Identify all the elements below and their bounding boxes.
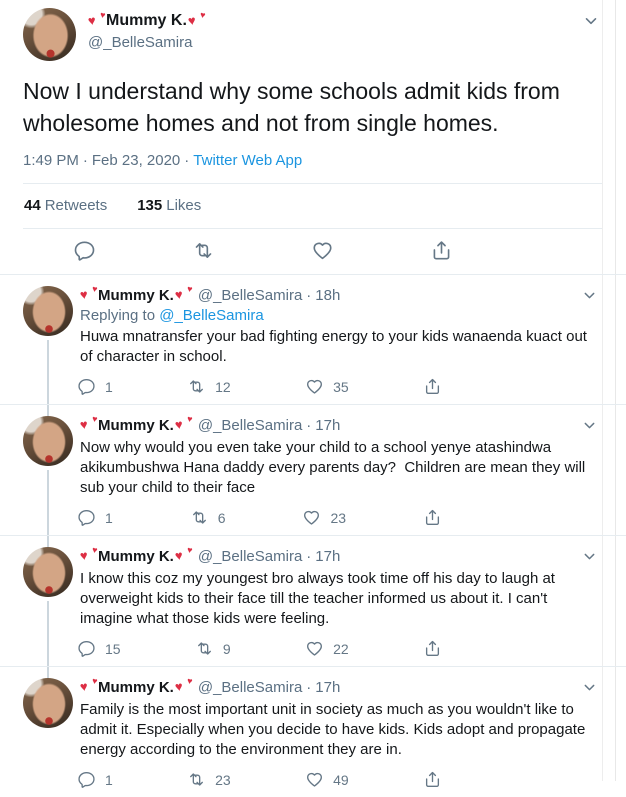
reply-header [80, 678, 600, 697]
user-handle-time[interactable]: @_BelleSamira · 17h [197, 548, 341, 565]
tweet-stats [23, 184, 602, 229]
share-icon [423, 508, 442, 527]
reply-time: 17h [315, 679, 341, 696]
two-hearts-icon [80, 679, 97, 696]
tweet-text: Huwa mnatransfer your bad fighting energy to your kids wanaenda kuact out of character in school. [80, 328, 592, 365]
reply-icon [73, 239, 96, 262]
retweet-button[interactable]: 9 [195, 639, 231, 658]
main-tweet [0, 0, 626, 262]
user-handle-time[interactable]: @_BelleSamira · 17h [197, 679, 341, 696]
two-hearts-icon [175, 679, 192, 696]
chevron-down-icon [583, 681, 596, 694]
thread-line [47, 340, 49, 404]
chevron-down-icon [583, 550, 596, 563]
heart-icon [305, 377, 324, 396]
like-button[interactable]: 35 [305, 377, 349, 396]
reply-time: 18h [315, 287, 341, 304]
display-name[interactable]: ♥ ♥ Mummy K. ♥ ♥ [80, 547, 192, 566]
reply-icon [77, 508, 96, 527]
tweet-text: Family is the most important unit in society as much as you wouldn't like to admit it. Especially when you decide to have kids. Kids adopt and propagate energy according to the environment they are in. [80, 701, 590, 758]
tweet-menu-button[interactable] [581, 679, 598, 696]
reply-tweet[interactable] [0, 535, 626, 666]
two-hearts-icon [80, 287, 97, 304]
like-button[interactable] [311, 239, 334, 262]
reply-button[interactable]: 1 [77, 770, 113, 789]
replying-to-handle-link[interactable]: @_BelleSamira [159, 307, 264, 324]
share-button[interactable] [423, 639, 442, 658]
tweet-meta: 1:49 PM · Feb 23, 2020 · Twitter Web App [23, 152, 602, 184]
reply-header [80, 416, 600, 435]
tweet-date: Feb 23, 2020 [91, 152, 181, 169]
like-button[interactable]: 49 [305, 770, 349, 789]
chevron-down-icon [583, 289, 596, 302]
share-button[interactable] [423, 377, 442, 396]
thread-line [47, 601, 49, 666]
retweets-count: 44 [24, 197, 41, 214]
user-handle[interactable]: @_BelleSamira [88, 34, 193, 51]
two-hearts-icon [80, 548, 97, 565]
display-name-text: Mummy K. [106, 12, 187, 29]
tweet-action-bar [77, 377, 442, 396]
tweet-action-bar [77, 639, 442, 658]
tweet-text: I know this coz my youngest bro always took time off his day to laugh at overweight kids to their face till the teacher informed us about it. I can't imagine what those kids were feeling. [80, 570, 560, 627]
retweet-icon [187, 770, 206, 789]
reply-icon [77, 377, 96, 396]
like-button[interactable]: 22 [305, 639, 349, 658]
two-hearts-icon [88, 13, 105, 30]
heart-icon [305, 770, 324, 789]
main-tweet-header [23, 8, 602, 61]
retweet-icon [190, 508, 209, 527]
like-button[interactable]: 23 [302, 508, 346, 527]
retweets-label: Retweets [44, 197, 108, 214]
tweet-menu-button[interactable] [581, 287, 598, 304]
display-name[interactable]: ♥ ♥ Mummy K. ♥ ♥ [80, 678, 192, 697]
tweet-text: Now why would you even take your child to a school yenye atashindwa akikumbushwa Hana daddy every parents day? Children are mean they will sub your child to their face [80, 439, 590, 496]
reply-time: 17h [315, 548, 341, 565]
reply-icon [77, 639, 96, 658]
avatar[interactable] [23, 547, 73, 597]
heart-icon [311, 239, 334, 262]
likes-label: Likes [166, 197, 202, 214]
user-handle-time[interactable]: @_BelleSamira · 17h [197, 417, 341, 434]
tweet-menu-button[interactable] [581, 548, 598, 565]
chevron-down-icon [583, 419, 596, 432]
thread-line [47, 667, 49, 678]
thread-line [47, 470, 49, 535]
retweets-stat[interactable] [24, 197, 107, 214]
heart-icon [302, 508, 321, 527]
reply-header [80, 286, 600, 305]
retweet-button[interactable]: 23 [187, 770, 231, 789]
avatar[interactable] [23, 286, 73, 336]
display-name[interactable]: ♥ ♥ Mummy K. ♥ ♥ [80, 416, 192, 435]
two-hearts-icon [175, 548, 192, 565]
tweet-menu-button[interactable] [581, 417, 598, 434]
reply-button[interactable]: 15 [77, 639, 121, 658]
likes-count: 135 [137, 197, 163, 214]
share-button[interactable] [423, 508, 442, 527]
display-name[interactable] [88, 12, 582, 30]
display-name[interactable]: ♥ ♥ Mummy K. ♥ ♥ [80, 286, 192, 305]
two-hearts-icon [80, 417, 97, 434]
avatar[interactable] [23, 8, 76, 61]
reply-button[interactable] [73, 239, 96, 262]
tweet-menu-button[interactable] [582, 12, 600, 30]
likes-stat[interactable] [137, 197, 201, 214]
tweet-text: Now I understand why some schools admit kids from wholesome homes and not from single homes. [23, 78, 567, 136]
tweet-action-bar [77, 770, 442, 789]
tweet-time: 1:49 PM [23, 152, 79, 169]
reply-tweet[interactable] [0, 666, 626, 797]
avatar[interactable] [23, 678, 73, 728]
share-icon [423, 770, 442, 789]
retweet-button[interactable]: 12 [187, 377, 231, 396]
reply-time: 17h [315, 417, 341, 434]
share-button[interactable] [430, 239, 453, 262]
share-icon [423, 377, 442, 396]
user-names [88, 8, 582, 51]
retweet-icon [192, 239, 215, 262]
chevron-down-icon [584, 14, 598, 28]
share-icon [423, 639, 442, 658]
reply-tweet[interactable] [0, 274, 626, 404]
replying-to: Replying to @_BelleSamira [80, 307, 264, 324]
reply-tweet[interactable] [0, 404, 626, 535]
heart-icon [305, 639, 324, 658]
avatar[interactable] [23, 416, 73, 466]
retweet-icon [187, 377, 206, 396]
thread-line [47, 405, 49, 416]
share-icon [430, 239, 453, 262]
reply-button[interactable]: 1 [77, 508, 113, 527]
user-handle-time[interactable]: @_BelleSamira · 18h [197, 287, 341, 304]
thread-line [47, 536, 49, 547]
reply-header [80, 547, 600, 566]
retweet-button[interactable]: 6 [190, 508, 226, 527]
share-button[interactable] [423, 770, 442, 789]
reply-icon [77, 770, 96, 789]
tweet-action-bar [77, 508, 442, 527]
tweet-action-bar [73, 239, 453, 262]
two-hearts-icon [175, 287, 192, 304]
tweet-source-link[interactable]: Twitter Web App [193, 152, 303, 169]
two-hearts-icon [188, 13, 205, 30]
reply-button[interactable]: 1 [77, 377, 113, 396]
two-hearts-icon [175, 417, 192, 434]
retweet-button[interactable] [192, 239, 215, 262]
retweet-icon [195, 639, 214, 658]
